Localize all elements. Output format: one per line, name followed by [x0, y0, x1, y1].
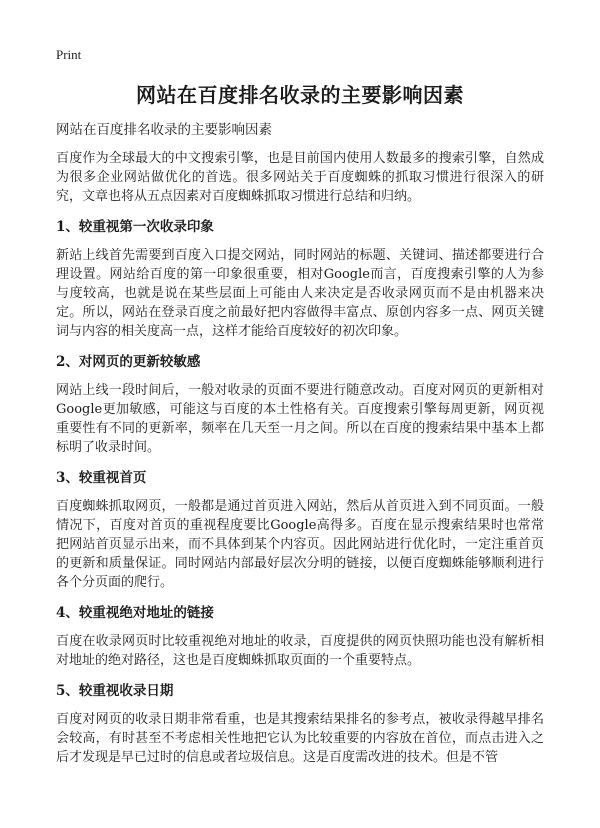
section-heading-5: 5、较重视收录日期: [56, 683, 174, 699]
section-heading-4: 4、较重视绝对地址的链接: [56, 605, 214, 621]
section-body-1: 新站上线首先需要到百度入口提交网站，同时网站的标题、关键词、描述都要进行合理设置。网站给百度的第一印象很重要，相对Google而言，百度搜索引擎的人为参与度较高，也就是说在某些层面上可能由人来决定是否收录网页而不是由机器来决定。所以，网站在登录百度之前最好把内容做得丰富点、原创内容多一点、网页关键词与内容的相关度高一点，这样才能给百度较好的初次印象。: [56, 248, 544, 339]
section-body-2: 网站上线一段时间后，一般对收录的页面不要进行随意改动。百度对网页的更新相对Google更加敏感，可能这与百度的本土性格有关。百度搜索引擎每周更新，网页视重要性有不同的更新率，频率在几天至一月之间。所以在百度的搜索结果中基本上都标明了收录时间。: [56, 383, 544, 455]
print-link[interactable]: Print: [56, 47, 82, 62]
section-heading-3: 3、较重视首页: [56, 470, 147, 486]
section-heading-1: 1、较重视第一次收录印象: [56, 219, 214, 235]
section-body-3: 百度蜘蛛抓取网页，一般都是通过首页进入网站，然后从首页进入到不同页面。一般情况下，百度对首页的重视程度要比Google高得多。百度在显示搜索结果时也常常把网站首页显示出来，而不具体到某个内容页。因此网站进行优化时，一定注重首页的更新和质量保证。同时网站内部最好层次分明的链接，以便百度蜘蛛能够顺利进行各个分页面的爬行。: [56, 499, 544, 590]
document-title: 网站在百度排名收录的主要影响因素: [136, 83, 464, 107]
section-body-4: 百度在收录网页时比较重视绝对地址的收录，百度提供的网页快照功能也没有解析相对地址的绝对路径，这也是百度蜘蛛抓取页面的一个重要特点。: [56, 634, 544, 668]
document-subtitle: 网站在百度排名收录的主要影响因素: [56, 122, 272, 138]
intro-paragraph: 百度作为全球最大的中文搜索引擎，也是目前国内使用人数最多的搜索引擎，自然成为很多企业网站做优化的首选。很多网站关于百度蜘蛛的抓取习惯进行很深入的研究，文章也将从五点因素对百度蜘蛛抓取习惯进行总结和归纳。: [56, 151, 544, 204]
section-heading-2: 2、对网页的更新较敏感: [56, 354, 201, 370]
section-body-5: 百度对网页的收录日期非常看重，也是其搜索结果排名的参考点，被收录得越早排名会较高，有时甚至不考虑相关性地把它认为比较重要的内容放在首位，而点击进入之后才发现是早已过时的信息或者垃圾信息。这是百度需改进的技术。但是不管: [56, 712, 544, 765]
document-body: [56, 119, 544, 777]
